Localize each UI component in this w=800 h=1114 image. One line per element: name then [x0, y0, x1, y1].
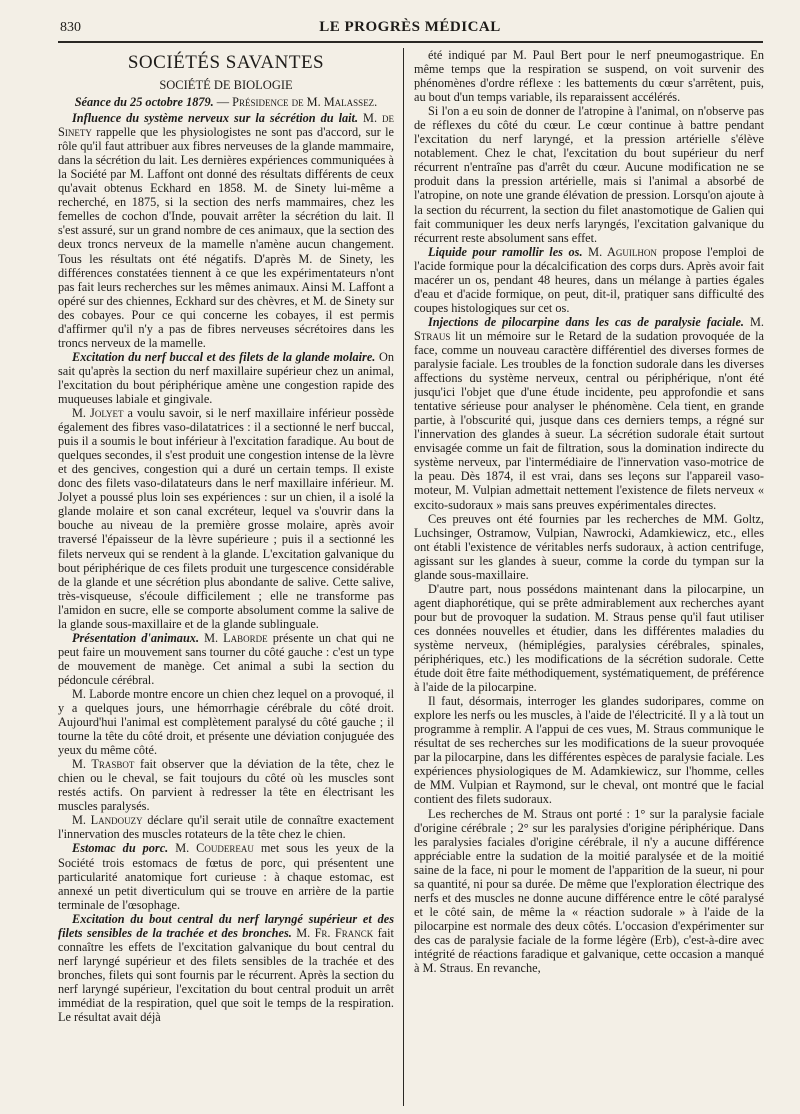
- paragraph-text: a voulu savoir, si le nerf maxillaire inférieur possède également des fibres vaso-dilatatrices : il a sectionné le nerf buccal, puis il a soumis le bout inférieur à l'excitation faradique. Au bout de quelques secondes, il s'est produit une congestion intense de la lèvre et des gencives, congestion qui a duré un certain temps. Il existe donc des filets vaso-dilatateurs dans le nerf maxillaire inférieur. M. Jolyet a poussé plus loin ses expériences : sur un chien, il a isolé la glande molaire et son canal excréteur, lequel va s'ouvrir dans la bouche au niveau de la première grosse molaire, après avoir traversé l'épaisseur de la lèvre supérieure ; puis il a sectionné les filets nerveux qui se rendent à la glande. L'excitation galvanique du bout périphérique de ces filets produit une turgescence considérable de la glande et une sécrétion plus abondante de salive. Cette salive, très-visqueuse, s'écoule difficilement ; elle ne transforme pas l'amidon en sucre, elle se comporte absolument comme la salive de la glande sous-maxillaire et de la glande sublinguale.: [58, 406, 394, 631]
- paragraph-text: met sous les yeux de la Société trois estomacs de fœtus de porc, qui présentent une particularité anatomique fort curieuse : à chaque estomac, est annexé un petit diverticulum qui se trouve en arrière de la partie terminale de l'œsophage.: [58, 841, 394, 912]
- paragraph-text: Ces preuves ont été fournies par les recherches de MM. Goltz, Luchsinger, Ostramow, Vulpian, Nawrocki, Adamkiewicz, etc., elles ont établi l'existence de véritables nerfs sudoraux, à action centrifuge, agissant sur les glandes à sueur, comme la corde du tympan sur la glande sous-maxillaire.: [414, 511, 764, 582]
- paragraph-speaker: M. Landouzy: [72, 813, 143, 828]
- column-divider: [403, 48, 404, 1106]
- paragraph: [414, 694, 764, 806]
- paragraph-text: déclare qu'il serait utile de connaître exactement l'innervation des muscles rotateurs de la tête chez le chien.: [58, 813, 394, 842]
- paragraph-speaker: M. Aguilhon: [582, 244, 657, 259]
- paragraph: [58, 350, 394, 406]
- paragraph-heading: Injections de pilocarpine dans les cas de paralysie faciale.: [428, 314, 744, 329]
- left-paragraphs: [58, 111, 394, 1024]
- paragraph-text: Il faut, désormais, interroger les glandes sudoripares, comme on explore les nerfs ou les muscles, à l'aide de l'électricité. Il y a là tout un programme à remplir. A l'appui de ces vues, M. Straus communique le résultat de ses recherches sur les modifications de la sueur provoquée par la pilocarpine, dans les différentes espèces de paralysie faciale. Les expériences physiologiques de M. Adamkiewicz, sur l'homme, celles de MM. Vulpian et Raymond, sur le cheval, ont montré que le facial contient des filets sudoraux.: [414, 694, 764, 807]
- paragraph: [58, 841, 394, 911]
- paragraph-speaker: M. Laborde: [199, 630, 268, 645]
- paragraph: [414, 582, 764, 694]
- paragraph-heading: Liquide pour ramollir les os.: [428, 244, 583, 259]
- paragraph-speaker: M. Trasbot: [72, 757, 135, 772]
- header-rule: [58, 41, 763, 43]
- paragraph-speaker: M. Straus: [414, 314, 764, 343]
- seance-date: Séance du 25 octobre 1879.: [74, 95, 214, 109]
- paragraph-speaker: M. de Sinety: [58, 111, 394, 140]
- right-paragraphs: [414, 48, 764, 975]
- paragraph-heading: Estomac du porc.: [72, 841, 169, 856]
- paragraph-text: fait observer que la déviation de la tête, chez le chien ou le cheval, se fait toujours du côté où les muscles sont restés actifs. On parvient à redresser la tête en électrisant les muscles paralysés.: [58, 757, 394, 814]
- paragraph: [58, 111, 394, 350]
- paragraph: [414, 104, 764, 244]
- right-column: [414, 48, 764, 1106]
- paragraph: [414, 512, 764, 582]
- paragraph-speaker: M. Jolyet: [72, 406, 124, 421]
- paragraph-heading: Excitation du nerf buccal et des filets de la glande molaire.: [72, 349, 376, 364]
- seance-presidence: — Présidence de M. Malassez.: [213, 95, 378, 109]
- paragraph-text: rappelle que les physiologistes ne sont pas d'accord, sur le rôle qu'il faut attribuer aux fibres nerveuses de la glande mammaire, dans la sécrétion du lait. Les dernières expériences communiquées à la Société par M. Laffont ont donné des résultats différents de ceux qu'avait obtenus Eckhard en 1858. M. de Sinety lui-même a recherché, en 1875, si la section des nerfs mammaires, chez les femelles de cochon d'Inde, pouvait arrêter la sécrétion du lait. Il s'est assuré, sur un grand nombre de ces animaux, que la section des deux troncs nerveux de la mamelle n'amène aucun changement. Tous les résultats ont été négatifs. D'après M. de Sinety, les différences constatées tiennent à ce que les expérimentateurs n'ont pas fait leurs recherches sur les mêmes animaux. Ainsi M. Laffont a opéré sur des chiennes, Eckhard sur des chèvres, et M. de Sinety sur des cobayes. Pour ce qui concerne les cobayes, il est permis d'affirmer qu'il n'y a pas de fibres nerveuses sécrétoires dans les troncs nerveux de la mamelle.: [58, 125, 394, 350]
- paragraph: [58, 631, 394, 687]
- seance-line: [58, 95, 394, 109]
- paragraph-text: lit un mémoire sur le Retard de la sudation provoquée de la face, comme un nouveau caractère différentiel des diverses formes de paralysie faciale. Les troubles de la fonction sudorale dans les diverses affections du système nerveux, central ou périphérique, n'ont été jusqu'ici l'objet que d'une étude incidente, peu approfondie et sans tentative sérieuse pour analyser le phénomène. Cela tient, en grande partie, à l'obscurité qui, jusque dans ces derniers temps, a régné sur l'innervation des glandes à sueur. La sécrétion sudorale était surtout envisagée comme un fait de filtration, sous la domination indirecte du système nerveux, par l'intermédiaire de l'innervation vaso-motrice de la peau. Dès 1874, il est vrai, dans ses leçons sur l'appareil vaso-moteur, M. Vulpian admettait nettement l'existence de filets nerveux « excito-sudoraux » mais sans preuves expérimentales directes.: [414, 328, 764, 512]
- paragraph-text: Les recherches de M. Straus ont porté : 1° sur la paralysie faciale d'origine cérébrale ; 2° sur les paralysies d'origine périphérique. Dans les paralysies faciales d'origine cérébrale, il n'y a aucune différence appréciable entre la sudation de la moitié paralysée et de la moitié saine de la face, ni pour le moment de l'apparition de la sueur, ni pour sa quantité, ni pour sa durée. De même que l'exploration électrique des nerfs et des muscles ne donne aucune différence entre le côté paralysé et le côté sain, de même la « réaction sudorale » à l'aide de la pilocarpine est normale des deux côtés. L'occasion d'expérimenter sur des cas de paralysie faciale de la forme légère (Erb), c'est-à-dire avec intégrité de réactions faradique et galvanique, cette occasion a manqué à M. Straus. En revanche,: [414, 806, 764, 976]
- paragraph: [414, 315, 764, 512]
- paragraph: [58, 912, 394, 1024]
- paragraph-heading: Influence du système nerveux sur la sécrétion du lait.: [72, 111, 359, 126]
- paragraph-text: Si l'on a eu soin de donner de l'atropine à l'animal, on n'observe pas de réflexes du côté du cœur. Le cœur continue à battre pendant l'excitation du nerf laryngé, et la pression artérielle s'élève notablement. Chez le chat, l'excitation du bout supérieur du nerf récurrent n'entraîne pas d'arrêt du cœur. Aucune modification ne se produit dans la pression artérielle, mais si l'animal a absorbé de l'atropine, on note une grande élévation de pression. Lorsqu'on ajoute à la section du récurrent, la section du filet anastomotique de Galien qui fait communiquer les deux nerfs laryngés, l'excitation galvanique du récurrent reste absolument sans effet.: [414, 104, 764, 245]
- paragraph: [58, 757, 394, 813]
- journal-title: LE PROGRÈS MÉDICAL: [319, 19, 501, 35]
- paragraph-heading: Présentation d'animaux.: [72, 630, 200, 645]
- paragraph-text: fait connaître les effets de l'excitation galvanique du bout central du nerf laryngé supérieur et des filets sensibles de la trachée et des bronches, filets qui sont fournis par le récurrent. Après la section du nerf laryngé supérieur, l'excitation du bout central produit un arrêt immédiat de la respiration, quel que soit le temps de la respiration. Le résultat avait déjà: [58, 925, 394, 1025]
- paragraph-text: D'autre part, nous possédons maintenant dans la pilocarpine, un agent diaphorétique, qui se prête admirablement aux recherches ayant pour but de provoquer la sudation. M. Straus pense qu'il faut utiliser ces données nouvelles et étudier, dans les différentes maladies du système nerveux, (hémiplégies, paralysies cérébrales, spinales, périphériques, etc.) les modifications de la sécrétion sudorale. Cette étude doit être faite méthodiquement, systématiquement, de préférence à l'aide de la pilocarpine.: [414, 581, 764, 695]
- paragraph-speaker: M. Fr. Franck: [291, 925, 374, 940]
- paragraph-text: propose l'emploi de l'acide formique pour la décalcification des corps durs. Après avoir fait macérer un os, pendant 48 heures, dans un mélange à parties égales d'eau et d'acide formique, on peut, dit-il, pratiquer sans difficulté des coupes histologiques sur cet os.: [414, 244, 764, 315]
- paragraph-text: été indiqué par M. Paul Bert pour le nerf pneumogastrique. En même temps que la respiration se suspend, on voit survenir des phénomènes d'ordre réflexe : les battements du cœur s'arrêtent, puis, au bout d'un temps variable, ils reparaissent accélérés.: [414, 48, 764, 105]
- left-column: [58, 48, 394, 1106]
- paragraph-text: On sait qu'après la section du nerf maxillaire supérieur chez un animal, l'excitation du bout périphérique amène une congestion rapide des muqueuses labiale et gingivale.: [58, 349, 394, 406]
- paragraph-text: M. Laborde montre encore un chien chez lequel on a provoqué, il y a quelques jours, une hémorrhagie cérébrale du côté droit. Aujourd'hui l'animal est complètement paralysé du côté gauche ; il tourne la tête du côté droit, et présente une déviation conjuguée des yeux du même côté.: [58, 686, 394, 758]
- paragraph-speaker: M. Coudereau: [168, 841, 254, 856]
- paragraph: [58, 406, 394, 631]
- paragraph: [414, 48, 764, 104]
- paragraph-text: présente un chat qui ne peut faire un mouvement sans tourner du côté gauche : c'est un type de mouvement de manège. Cet animal a subi la section du pédoncule cérébral.: [58, 630, 394, 687]
- paragraph-heading: Excitation du bout central du nerf laryngé supérieur et des filets sensibles de la trachée et des bronches.: [58, 911, 394, 940]
- paragraph: [58, 687, 394, 757]
- section-title: SOCIÉTÉS SAVANTES: [127, 52, 325, 73]
- section-subtitle: SOCIÉTÉ DE BIOLOGIE: [159, 78, 293, 92]
- paragraph: [414, 245, 764, 315]
- paragraph: [414, 807, 764, 976]
- page-number: 830: [60, 20, 81, 35]
- page-header: [60, 18, 760, 40]
- paragraph: [58, 813, 394, 841]
